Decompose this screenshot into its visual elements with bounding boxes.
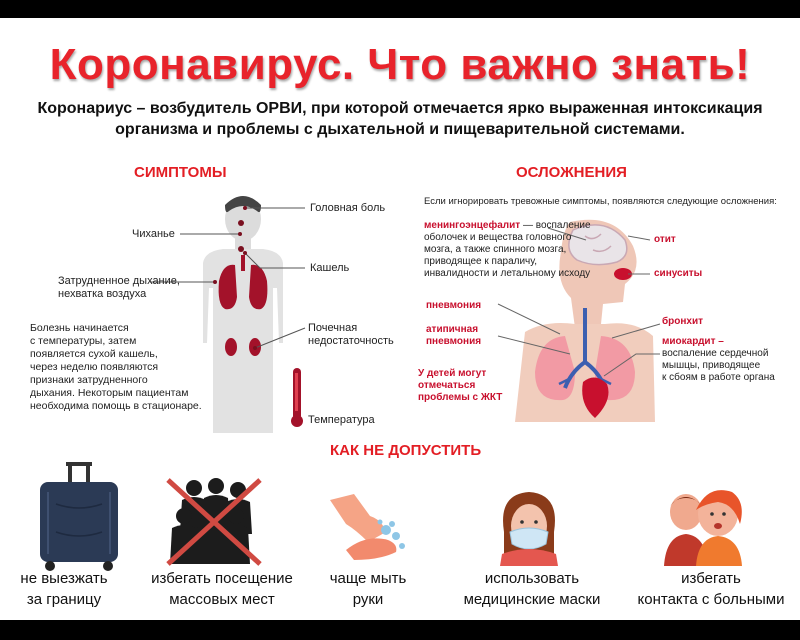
caption-line: медицинские маски xyxy=(463,591,601,608)
label-sinusitis: синуситы xyxy=(654,268,703,279)
label-line: недостаточность xyxy=(308,335,394,347)
label-line: Почечная xyxy=(308,322,358,334)
hand-washing-icon xyxy=(326,490,416,566)
caption-line: чаще мыть xyxy=(329,570,407,587)
page-title: Коронавирус. Что важно знать! xyxy=(49,40,751,89)
label-otitis: отит xyxy=(654,234,676,245)
crowd-crossed-icon xyxy=(164,476,264,568)
children-line: отмечаться xyxy=(418,380,476,391)
label-line: Затрудненное дыхание, xyxy=(58,275,180,287)
myocarditis-text xyxy=(662,336,792,384)
sick-people-icon xyxy=(656,484,752,566)
myocarditis-term: миокардит – xyxy=(662,336,724,347)
meningo-line: приводящее к параличу, xyxy=(424,256,538,267)
complications-heading: ОСЛОЖНЕНИЯ xyxy=(516,164,627,181)
symptoms-heading: СИМПТОМЫ xyxy=(134,164,227,181)
caption-line: за границу xyxy=(26,591,102,608)
note-line: дыхания. Некоторым пациентам xyxy=(30,387,189,399)
label-pneumonia: пневмония xyxy=(426,300,482,311)
meningo-line-1 xyxy=(424,220,594,232)
meningo-line: оболочек и вещества головного xyxy=(424,232,572,243)
meningo-line: мозга, а также спинного мозга, xyxy=(424,244,567,255)
meningo-line: инвалидности и летальному исходу xyxy=(424,268,591,279)
caption-line: массовых мест xyxy=(169,591,275,608)
caption-line: контакта с больными xyxy=(637,591,785,608)
myocarditis-line: воспаление сердечной xyxy=(662,348,769,359)
myocarditis-line: к сбоям в работе органа xyxy=(662,372,775,383)
meningo-desc: — воспаление xyxy=(520,220,591,231)
note-line: появляется сухой кашель, xyxy=(30,348,158,360)
label-line: пневмония xyxy=(426,336,482,347)
label-bronchitis: бронхит xyxy=(662,316,704,327)
label-temperature: Температура xyxy=(308,414,375,426)
caption-line: избегать посещение xyxy=(151,570,293,587)
note-line: через неделю появляются xyxy=(30,361,159,373)
caption-no-travel xyxy=(14,568,114,610)
caption-avoid-crowds xyxy=(142,568,302,610)
label-line: нехватка воздуха xyxy=(58,288,147,300)
subtitle-line: Коронариус – возбудитель ОРВИ, при которой отмечается ярко выраженная интоксикация xyxy=(37,100,763,117)
caption-line: руки xyxy=(352,591,384,608)
caption-line: не выезжать xyxy=(20,570,108,587)
infographic-poster xyxy=(0,18,800,620)
caption-line: избегать xyxy=(681,570,741,587)
subtitle-line: организма и проблемы с дыхательной и пищеварительной системами. xyxy=(115,121,685,138)
caption-line: использовать xyxy=(484,570,580,587)
note-line: Болезнь начинается xyxy=(30,322,129,334)
caption-wash-hands xyxy=(318,568,418,610)
note-line: необходима помощь в стационаре. xyxy=(30,400,202,412)
meningo-term: менингоэнцефалит xyxy=(424,220,521,231)
label-headache: Головная боль xyxy=(310,202,386,214)
complications-intro: Если игнорировать тревожные симптомы, появляются следующие осложнения: xyxy=(424,196,777,207)
children-line: проблемы с ЖКТ xyxy=(418,392,503,403)
note-line: признаки затрудненного xyxy=(30,374,148,386)
label-line: атипичная xyxy=(426,324,479,335)
suitcase-icon xyxy=(34,462,124,572)
caption-avoid-sick xyxy=(626,568,796,610)
children-note xyxy=(418,368,502,404)
meningoencephalitis-text xyxy=(424,220,594,280)
label-cough: Кашель xyxy=(310,262,350,274)
prevention-heading: КАК НЕ ДОПУСТИТЬ xyxy=(330,442,482,459)
myocarditis-line: мышцы, приводящее xyxy=(662,360,761,371)
medical-mask-icon xyxy=(498,488,560,566)
children-line: У детей могут xyxy=(418,368,487,379)
label-atypical-pneumonia xyxy=(426,324,481,348)
caption-use-masks xyxy=(452,568,612,610)
label-sneezing: Чиханье xyxy=(132,228,175,240)
note-line: с температуры, затем xyxy=(30,335,137,347)
